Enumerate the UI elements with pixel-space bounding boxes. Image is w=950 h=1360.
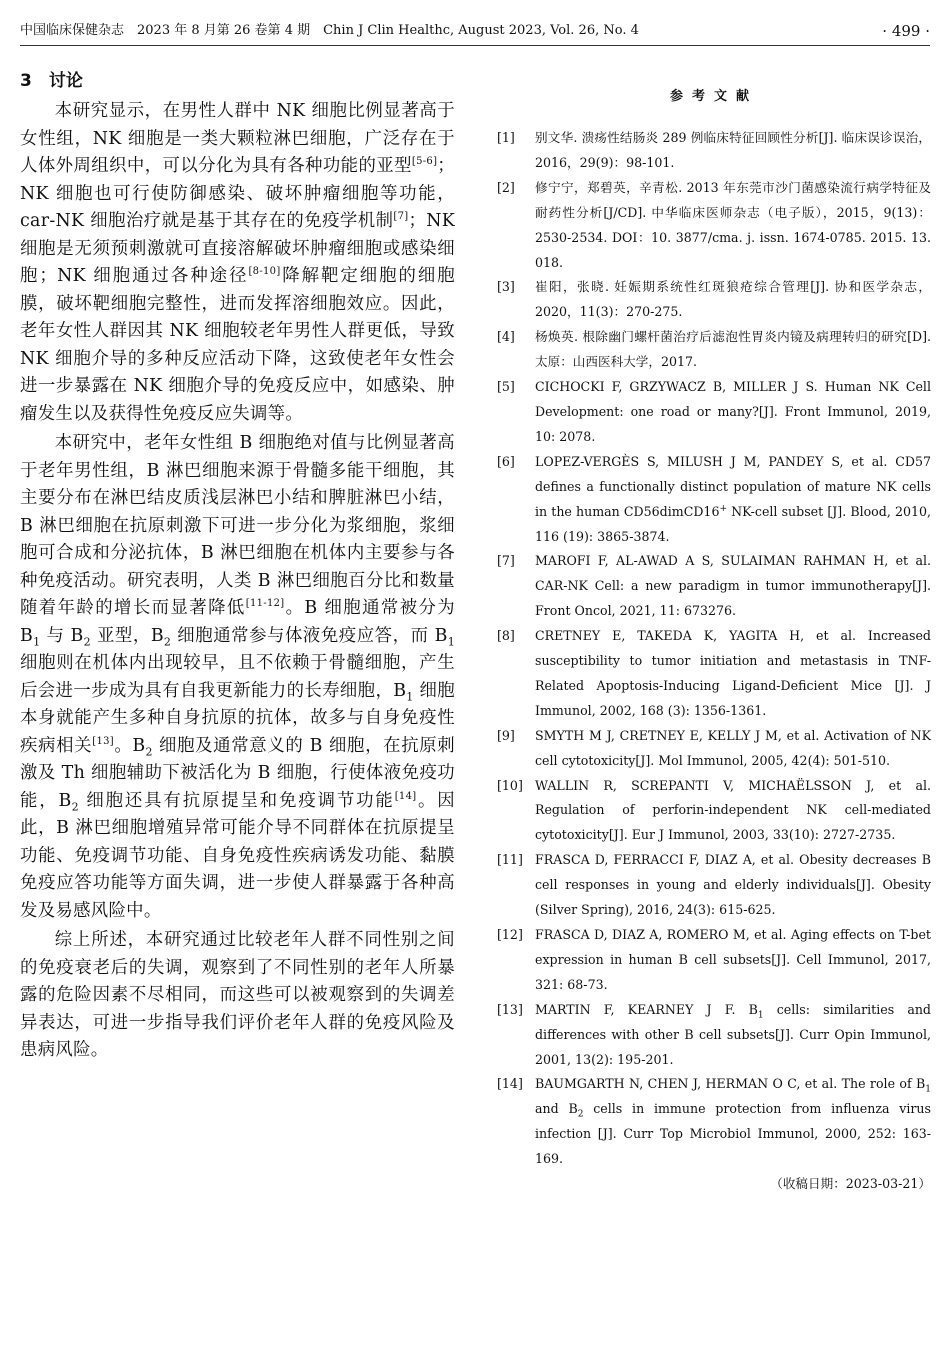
reference-text: LOPEZ-VERGÈS S, MILUSH J M, PANDEY S, et al. CD57 defines a functionally distinct population of mature NK cells in the human CD56dimCD16 xyxy=(535,453,931,519)
reference-number: [13] xyxy=(497,1001,523,1017)
discussion-paragraph-2 xyxy=(20,430,455,925)
references-column xyxy=(497,86,931,1197)
citation: [8-10] xyxy=(248,266,281,278)
text-run: 细胞则在机体内出现较早，且不依赖于骨髓细胞，产生后会进一步成为具有自我更新能力的长寿细胞，B xyxy=(20,653,455,701)
reference-number: [7] xyxy=(497,553,515,569)
subscript: 2 xyxy=(145,744,153,758)
received-date: （收稿日期：2023-03-21） xyxy=(770,1176,931,1192)
reference-number: [10] xyxy=(497,777,523,793)
reference-number: [11] xyxy=(497,852,523,868)
subscript: 1 xyxy=(757,1010,764,1021)
reference-text: FRASCA D, DIAZ A, ROMERO M, et al. Aging effects on T-bet expression in human B cell subsets[J]. Cell Immunol, 2017, 321: 68-73. xyxy=(535,927,931,992)
text-run: 细胞还具有抗原提呈和免疫调节功能 xyxy=(78,790,395,811)
reference-text: and B xyxy=(535,1101,578,1117)
reference-number: [4] xyxy=(497,329,515,345)
reference-item xyxy=(497,450,931,550)
reference-text: SMYTH M J, CRETNEY E, KELLY J M, et al. Activation of NK cell cytotoxicity[J]. Mol Immunol, 2005, 42(4): 501-510. xyxy=(535,727,931,768)
reference-text: CICHOCKI F, GRZYWACZ B, MILLER J S. Human NK Cell Development: one road or many?[J]. Front Immunol, 2019, 10: 2078. xyxy=(535,379,931,444)
reference-text: 崔阳，张晓. 妊娠期系统性红斑狼疮综合管理[J]. 协和医学杂志，2020，11(3)：270-275. xyxy=(535,279,931,320)
reference-text: CRETNEY E, TAKEDA K, YAGITA H, et al. Increased susceptibility to tumor initiation and metastasis in TNF-Related Apoptosis-Inducing Ligand-Deficient Mice [J]. J Immunol, 2002, 168 (3): 1356-1361. xyxy=(535,628,931,718)
citation: [11-12] xyxy=(245,598,285,610)
reference-item xyxy=(497,624,931,724)
reference-text: BAUMGARTH N, CHEN J, HERMAN O C, et al. The role of B xyxy=(535,1076,926,1092)
page-number: · 499 · xyxy=(882,22,930,40)
citation: [14] xyxy=(394,790,417,802)
header-rule xyxy=(20,45,930,46)
reference-item xyxy=(497,848,931,923)
reference-item xyxy=(497,923,931,998)
references-title: 参考文献 xyxy=(669,89,758,104)
reference-number: [12] xyxy=(497,927,523,942)
text-run: 。B 细胞通常被分为 B xyxy=(20,598,456,646)
reference-text: FRASCA D, FERRACCI F, DIAZ A, et al. Obesity decreases B cell responses in young and elderly individuals[J]. Obesity (Silver Spring), 2016, 24(3): 615-625. xyxy=(535,852,931,918)
text-run: 与 B xyxy=(40,625,84,646)
reference-item xyxy=(497,724,931,774)
text-run: ；NK 细胞也可行使防御感染、破坏肿瘤细胞等功能，car-NK 细胞治疗就是基于其存在的免疫学机制 xyxy=(20,156,455,231)
reference-number: [8] xyxy=(497,628,515,644)
citation: [5-6] xyxy=(411,156,438,168)
text-run: 细胞本身就能产生多种自身抗原的抗体，故多与自身免疫性疾病相关 xyxy=(20,680,455,756)
discussion-paragraph-3: 综上所述，本研究通过比较老年人群不同性别之间的免疫衰老后的失调，观察到了不同性别的老年人所暴露的危险因素不尽相同，而这些可以被观察到的失调差异表达，可进一步指导我们评价老年人群的免疫风险及患病风险。 xyxy=(20,930,455,1060)
reference-item xyxy=(497,325,931,375)
citation: [13] xyxy=(92,735,114,747)
superscript: + xyxy=(719,503,728,514)
reference-item xyxy=(497,549,931,624)
subscript: 2 xyxy=(163,634,172,648)
reference-item xyxy=(497,774,931,849)
subscript: 2 xyxy=(71,799,79,813)
journal-running-head: 中国临床保健杂志 2023 年 8 月第 26 卷第 4 期 Chin J Clin Healthc, August 2023, Vol. 26, No. 4 xyxy=(20,23,639,38)
reference-number: [1] xyxy=(497,130,515,145)
text-run: 降解靶定细胞的细胞膜，破坏靶细胞完整性，进而发挥溶细胞效应。因此，老年女性人群因其 NK 细胞较老年男性人群更低，导致 NK 细胞介导的多种反应活动下降，这致使老年女性会进一步暴露在 NK 细胞介导的免疫反应中，如感染、肿瘤发生以及获得性免疫反应失调等。 xyxy=(20,266,455,424)
text-run: 。因此，B 淋巴细胞增殖异常可能介导不同群体在抗原提呈功能、免疫调节功能、自身免疫性疾病诱发功能、黏膜免疫应答功能等方面失调，进一步使人群暴露于各种高发及易感风险中。 xyxy=(20,790,455,921)
discussion-paragraph-1 xyxy=(20,98,455,428)
reference-number: [14] xyxy=(497,1076,523,1092)
reference-item xyxy=(497,1072,931,1172)
text-run: 亚型，B xyxy=(90,625,164,646)
reference-item xyxy=(497,176,931,276)
reference-text: cells: similarities and differences with other B cell subsets[J]. Curr Opin Immunol, 2001, 13(2): 195-201. xyxy=(535,1001,931,1067)
text-run: 细胞通常参与体液免疫应答，而 B xyxy=(171,625,448,646)
subscript: 2 xyxy=(83,634,91,648)
reference-text: NK-cell subset [J]. Blood, 2010, 116 (19): 3865-3874. xyxy=(535,503,932,544)
subscript: 2 xyxy=(577,1109,584,1120)
running-header xyxy=(20,20,930,42)
reference-item xyxy=(497,998,931,1073)
reference-text: cells in immune protection from influenza virus infection [J]. Curr Top Microbiol Immunol, 2000, 252: 163-169. xyxy=(535,1101,931,1167)
subscript: 1 xyxy=(447,634,455,648)
discussion-column xyxy=(20,66,455,1065)
reference-number: [3] xyxy=(497,279,515,295)
reference-text: 修宁宁，郑碧英，辛青松. 2013 年东莞市沙门菌感染流行病学特征及耐药性分析[J/CD]. 中华临床医师杂志（电子版），2015，9(13)：2530-2534. DOI：10. 3877/cma. j. issn. 1674-0785. 2015. 13. 018. xyxy=(535,179,931,270)
subscript: 1 xyxy=(33,634,41,648)
reference-text: 杨焕英. 根除幽门螺杆菌治疗后滤泡性胃炎内镜及病理转归的研究[D]. 太原：山西医科大学，2017. xyxy=(535,329,931,370)
reference-item xyxy=(497,375,931,450)
reference-text: WALLIN R, SCREPANTI V, MICHAËLSSON J, et al. Regulation of perforin-independent NK cell-mediated cytotoxicity[J]. Eur J Immunol, 2003, 33(10): 2727-2735. xyxy=(535,777,931,843)
reference-text: MARTIN F, KEARNEY J F. B xyxy=(535,1001,758,1017)
subscript: 1 xyxy=(925,1084,931,1095)
reference-item xyxy=(497,126,931,176)
reference-text: MAROFI F, AL-AWAD A S, SULAIMAN RAHMAN H, et al. CAR-NK Cell: a new paradigm in tumor immunotherapy[J]. Front Oncol, 2021, 11: 673276. xyxy=(535,553,931,619)
text-run: 细胞及通常意义的 B 细胞，在抗原刺激及 Th 细胞辅助下被活化为 B 细胞，行使体液免疫功能，B xyxy=(20,735,455,811)
reference-number: [5] xyxy=(497,379,515,395)
reference-text: 别文华. 溃疡性结肠炎 289 例临床特征回顾性分析[J]. 临床误诊误治，2016，29(9)：98-101. xyxy=(535,130,931,170)
reference-item xyxy=(497,275,931,325)
citation: [7] xyxy=(393,211,409,223)
text-run: 本研究中，老年女性组 B 细胞绝对值与比例显著高于老年男性组，B 淋巴细胞来源于骨髓多能干细胞，其主要分布在淋巴结皮质浅层淋巴小结和脾脏淋巴小结，B 淋巴细胞在抗原刺激下可进一步分化为浆细胞，浆细胞可合成和分泌抗体，B 淋巴细胞在机体内主要参与各种免疫活动。研究表明，人类 B 淋巴细胞百分比和数量随着年龄的增长而显著降低 xyxy=(20,433,455,618)
reference-number: [2] xyxy=(497,179,515,195)
text-run: 。B xyxy=(113,735,146,756)
text-run: ；NK 细胞是无须预刺激就可直接溶解破坏肿瘤细胞或感染细胞；NK 细胞通过各种途径 xyxy=(20,211,455,286)
text-run: 本研究显示，在男性人群中 NK 细胞比例显著高于女性组，NK 细胞是一类大颗粒淋巴细胞，广泛存在于人体外周组织中，可以分化为具有各种功能的亚型 xyxy=(20,101,455,176)
subscript: 1 xyxy=(406,689,414,703)
reference-number: [9] xyxy=(497,727,515,743)
reference-number: [6] xyxy=(497,453,515,469)
section-title: 3 讨论 xyxy=(20,71,83,91)
